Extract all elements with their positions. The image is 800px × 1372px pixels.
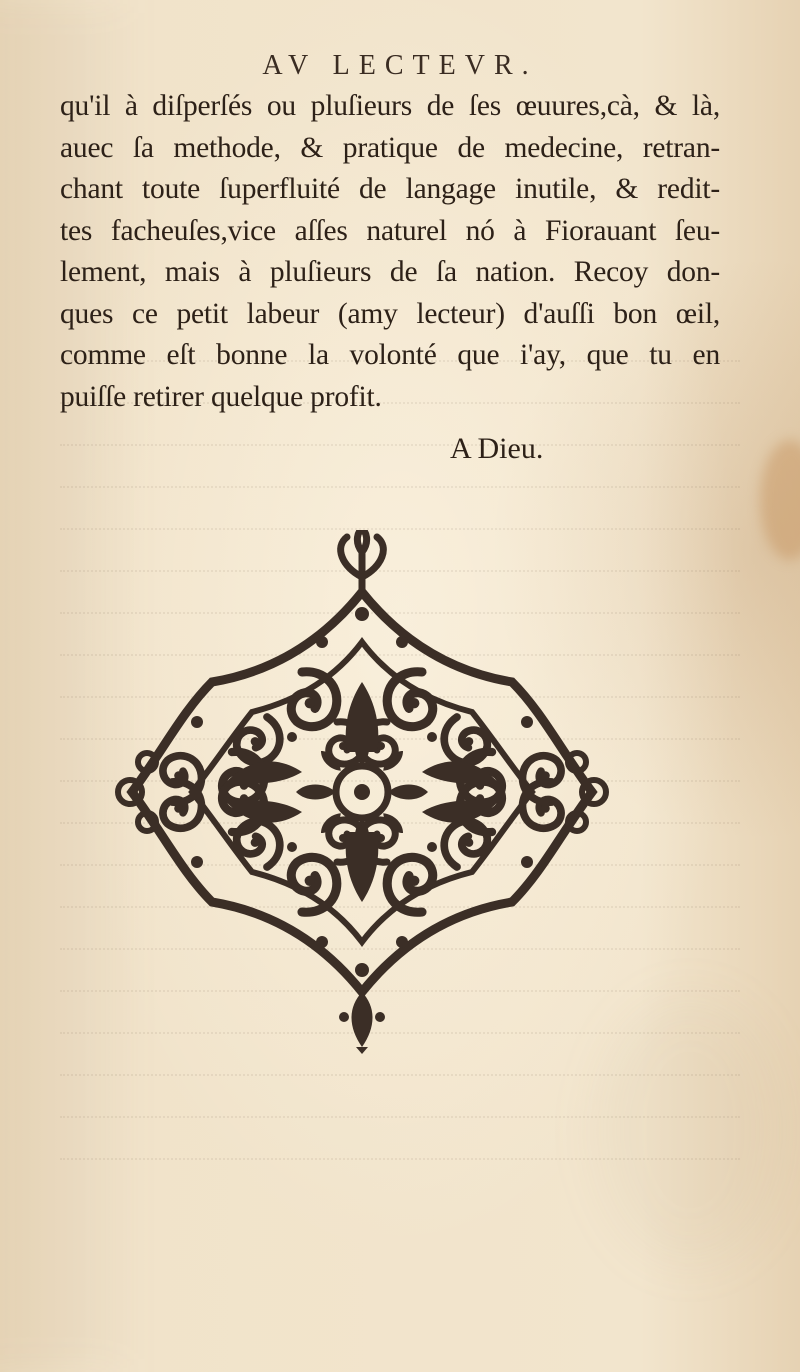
text-line: lement, mais à pluſieurs de ſa nation. Recoy don- bbox=[60, 256, 720, 288]
paper-stain bbox=[760, 440, 800, 560]
text-line: puiſſe retirer quelque profit. bbox=[60, 380, 382, 413]
closing-salutation: A Dieu. bbox=[450, 432, 544, 465]
text-line: chant toute ſuperfluité de langage inutile, & redit- bbox=[60, 173, 720, 205]
text-line: ques ce petit labeur (amy lecteur) d'auſſi bon œil, bbox=[60, 297, 720, 330]
text-line: qu'il à diſperſés ou pluſieurs de ſes œuures,cà, & là, bbox=[60, 90, 720, 122]
body-text bbox=[60, 86, 720, 418]
printers-ornament-icon bbox=[115, 530, 610, 1055]
paper-stain bbox=[600, 1000, 780, 1260]
running-head: AV LECTEVR. bbox=[262, 50, 538, 81]
text-line: tes facheuſes,vice aſſes naturel nó à Fiorauant ſeu- bbox=[60, 214, 720, 247]
text-line: auec ſa methode, & pratique de medecine, retran- bbox=[60, 131, 720, 164]
text-line: comme eſt bonne la volonté que i'ay, que tu en bbox=[60, 339, 720, 371]
